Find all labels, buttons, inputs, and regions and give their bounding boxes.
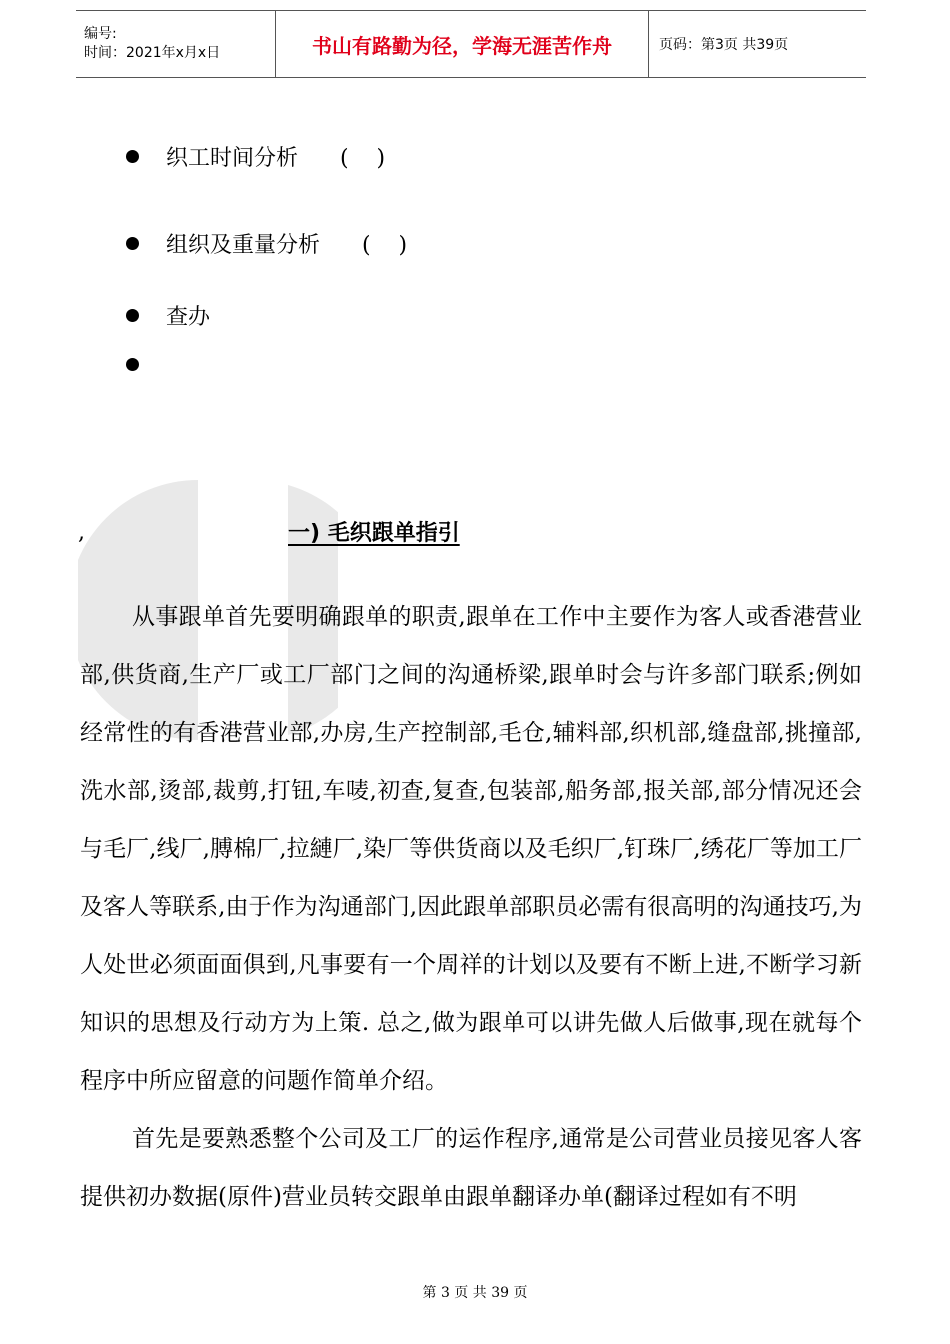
bullet-text: 织工时间分析 ( ): [166, 146, 386, 171]
motto-text: 书山有路勤为径，学海无涯苦作舟: [312, 33, 612, 58]
bullet-text: 组织及重量分析 ( ): [166, 233, 408, 258]
page-info-text: 页码：第3页 共39页: [659, 37, 789, 53]
body-paragraph: 从事跟单首先要明确跟单的职责,跟单在工作中主要作为客人或香港营业部,供货商,生产厂或工厂部门之间的沟通桥梁,跟单时会与许多部门联系;例如经常性的有香港营业部,办房,生产控制部,毛仓,辅料部,织机部,缝盘部,挑撞部,洗水部,烫部,裁剪,打钮,车唛,初查,复查,包装部,船务部,报关部,部分情况还会与毛厂,线厂,膊棉厂,拉縺厂,染厂等供货商以及毛织厂,钉珠厂,绣花厂等加工厂及客人等联系,由于作为沟通部门,因此跟单部职员必需有很高明的沟通技巧,为人处世必须面面俱到,凡事要有一个周祥的计划以及要有不断上进,不断学习新知识的思想及行动方为上策. 总之,做为跟单可以讲先做人后做事,现在就每个程序中所应留意的问题作简单介绍。: [80, 604, 862, 1094]
bullet-dot-icon: [126, 358, 139, 371]
header-meta: [76, 11, 276, 77]
bullet-item: [126, 141, 385, 172]
page-header: [76, 10, 866, 78]
stray-comma: ,: [78, 520, 85, 545]
time-label: 时间：2021年x月x日: [84, 45, 221, 61]
section-title: 一) 毛织跟单指引: [288, 521, 460, 546]
bullet-dot-icon: [126, 309, 139, 322]
bullet-item: [126, 358, 166, 371]
page-footer: 第 3 页 共 39 页: [422, 1285, 528, 1301]
bullet-item: [126, 228, 407, 259]
number-label: 编号:: [84, 26, 117, 42]
bullet-dot-icon: [126, 237, 139, 250]
bullet-item: [126, 300, 210, 331]
body-paragraph: 首先是要熟悉整个公司及工厂的运作程序,通常是公司营业员接见客人客提供初办数据(原件)营业员转交跟单由跟单翻译办单(翻译过程如有不明: [80, 1126, 862, 1210]
header-page-info: [649, 11, 866, 77]
header-motto: [276, 11, 649, 77]
bullet-text: 查办: [166, 305, 211, 330]
bullet-dot-icon: [126, 150, 139, 163]
